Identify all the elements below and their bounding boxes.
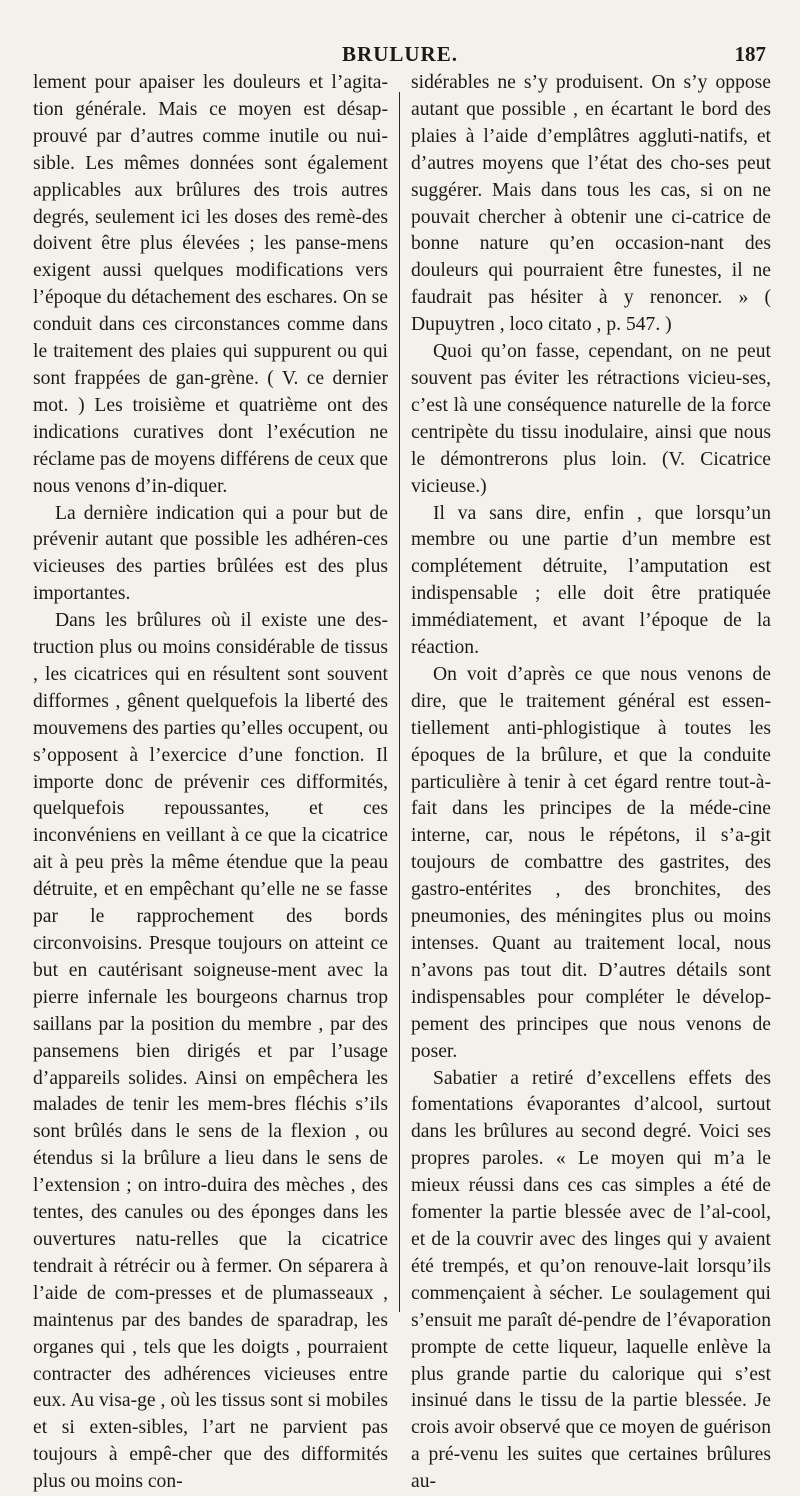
- paragraph: Il va sans dire, enfin , que lorsqu’un membre ou une partie d’un membre est complétement détruite, l’amputation est indispensable ; elle doit être pratiquée immédiatement, et avant l’époque de la réaction.: [411, 502, 771, 659]
- left-column: [33, 70, 388, 1496]
- paragraph: La dernière indication qui a pour but de prévenir autant que possible les adhéren-ces vicieuses des parties brûlées est des plus importantes.: [33, 502, 388, 605]
- paragraph: On voit d’après ce que nous venons de dire, que le traitement général est essen-tiellement anti-phlogistique à toutes les époques de la brûlure, et que la conduite particulière à tenir à cet égard rentre tout-à-fait dans les principes de la méde-cine interne, car, nous le répétons, il s’a-git toujours de combattre des gastrites, des gastro-entérites , des bronchites, des pneumonies, des méningites plus ou moins intenses. Quant au traitement local, nous n’avons pas tout dit. D’autres détails sont indispensables pour compléter le dévelop-pement des principes que nous venons de poser.: [411, 663, 771, 1062]
- page-header: [0, 42, 800, 72]
- running-title: BRULURE.: [342, 42, 458, 66]
- paragraph: lement pour apaiser les douleurs et l’agita-tion générale. Mais ce moyen est désap-prouvé par d’autres comme inutile ou nui-sible. Les mêmes données sont également applicables aux brûlures des trois autres degrés, seulement ici les doses des remè-des doivent être plus élevées ; les panse-mens exigent aussi quelques modifications vers l’époque du détachement des eschares. On se conduit dans ces circonstances comme dans le traitement des plaies qui suppurent ou qui sont frappées de gan-grène. ( V. ce dernier mot. ) Les troisième et quatrième ont des indications curatives dont l’exécution ne réclame pas de moyens différens de ceux que nous venons d’in-diquer.: [33, 72, 388, 497]
- right-column: [411, 70, 771, 1496]
- paragraph: Sabatier a retiré d’excellens effets des fomentations évaporantes d’alcool, surtout dans les brûlures au second degré. Voici ses propres paroles. « Le moyen qui m’a le mieux réussi dans ces cas simples a été de fomenter la partie blessée avec de l’al-cool, et de la couvrir avec des linges qui y avaient été trempés, et qu’on renouve-lait lorsqu’ils commençaient à sécher. Le soulagement qui s’ensuit me paraît dé-pendre de l’évaporation prompte de cette liqueur, laquelle enlève la plus grande partie du calorique qui s’est insinué dans le tissu de la partie blessée. Je crois avoir observé que ce moyen de guérison a pré-venu les suites que certaines brûlures au-: [411, 1067, 771, 1493]
- page-number: 187: [734, 42, 766, 66]
- paragraph: Quoi qu’on fasse, cependant, on ne peut souvent pas éviter les rétractions vicieu-ses, c’est là une conséquence naturelle de la force centripète du tissu inodulaire, ainsi que nous le démontrerons plus loin. (V. Cicatrice vicieuse.): [411, 341, 771, 497]
- paragraph: Dans les brûlures où il existe une des-truction plus ou moins considérable de tissus , les cicatrices qui en résultent sont souvent difformes , gênent quelquefois la liberté des mouvemens des parties qu’elles occupent, ou s’opposent à l’exercice d’une fonction. Il importe donc de prévenir ces difformités, quelquefois repoussantes, et ces inconvéniens en veillant à ce que la cicatrice ait à peu près la même étendue que la peau détruite, et en empêchant qu’elle ne se fasse par le rapprochement des bords circonvoisins. Presque toujours on atteint ce but en cautérisant soigneuse-ment avec la pierre infernale les bourgeons charnus trop saillans par la position du membre , par des pansemens bien dirigés et par l’usage d’appareils solides. Ainsi on empêchera les malades de tenir les mem-bres fléchis s’ils sont brûlés dans le sens de la flexion , ou étendus si la brûlure a lieu dans le sens de l’extension ; on intro-duira des mèches , des tentes, des canules ou des éponges dans les ouvertures natu-relles que la cicatrice tendrait à rétrécir ou à fermer. On séparera à l’aide de com-presses et de plumasseaux , maintenus par des bandes de sparadrap, les organes qui , tels que les doigts , pourraient contracter des adhérences vicieuses entre eux. Au visa-ge , où les tissus sont si mobiles et si exten-sibles, l’art ne parvient pas toujours à empê-cher que des difformités plus ou moins con-: [33, 610, 388, 1493]
- paragraph: sidérables ne s’y produisent. On s’y oppose autant que possible , en écartant le bord des plaies à l’aide d’emplâtres aggluti-natifs, et d’autres moyens que l’état des cho-ses peut suggérer. Mais dans tous les cas, si on ne pouvait chercher à obtenir une ci-catrice de bonne nature qu’en occasion-nant des douleurs qui pourraient être funestes, il ne faudrait pas hésiter à y renoncer. » ( Dupuytren , loco citato , p. 547. ): [411, 72, 771, 336]
- column-divider: [399, 92, 400, 1312]
